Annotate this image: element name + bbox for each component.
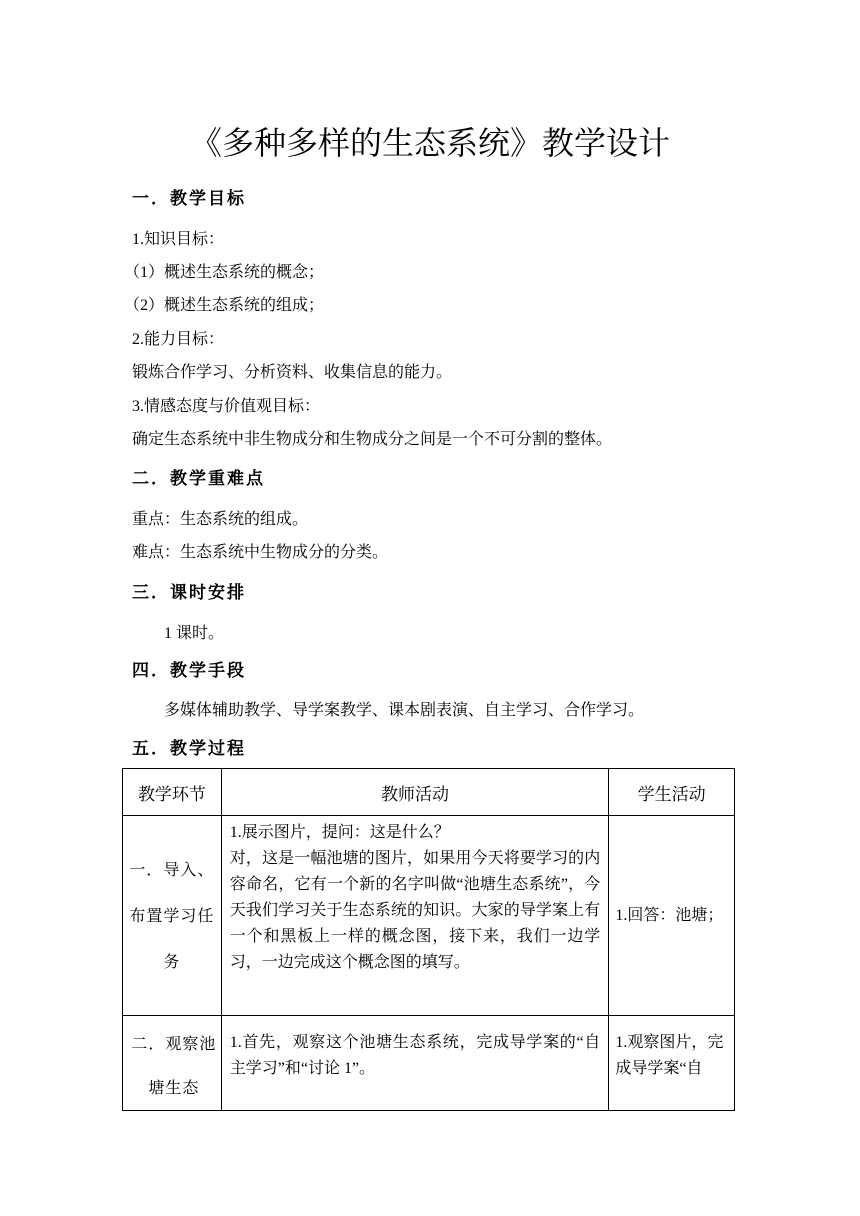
column-header: 教师活动 <box>221 769 609 816</box>
table-row <box>123 1016 735 1111</box>
student-activity-cell: 1.回答：池塘； <box>609 816 735 1016</box>
section-heading-process: 五．教学过程 <box>132 739 246 759</box>
text-line: 1 课时。 <box>164 625 225 642</box>
text-line: 3.情感态度与价值观目标： <box>132 398 321 415</box>
text-line: （2）概述生态系统的组成； <box>124 297 325 314</box>
section-heading-objectives: 一．教学目标 <box>132 189 246 209</box>
text-line: 难点：生态系统中生物成分的分类。 <box>132 544 389 561</box>
teacher-activity-cell <box>221 1016 609 1111</box>
section-heading-schedule: 三．课时安排 <box>132 583 246 603</box>
section-heading-methods: 四．教学手段 <box>132 661 246 681</box>
text-line: 多媒体辅助教学、导学案教学、课本剧表演、自主学习、合作学习。 <box>164 702 645 719</box>
teaching-process-table <box>122 768 735 1111</box>
stage-cell: 二．观察池塘生态 <box>123 1016 222 1111</box>
table-row <box>123 816 735 1016</box>
table-header-row <box>123 769 735 816</box>
document-title: 《多种多样的生态系统》教学设计 <box>189 124 670 162</box>
column-header: 教学环节 <box>123 769 222 816</box>
teacher-activity-text: 对，这是一幅池塘的图片，如果用今天将要学习的内容命名，它有一个新的名字叫做“池塘生态系统”，今天我们学习关于生态系统的知识。大家的导学案上有一个和黑板上一样的概念图，接下来，我们一边学习，一边完成这个概念图的填写。 <box>229 850 601 971</box>
section-heading-key-points: 二．教学重难点 <box>132 469 265 489</box>
teacher-activity-text: 1.首先，观察这个池塘生态系统，完成导学案的“自主学习”和“讨论 1”。 <box>229 1034 601 1077</box>
teacher-activity-text: 1.展示图片，提问：这是什么？ <box>229 824 450 841</box>
text-line: （1）概述生态系统的概念； <box>124 264 325 281</box>
text-line: 2.能力目标： <box>132 331 225 348</box>
column-header: 学生活动 <box>609 769 735 816</box>
student-activity-cell: 1.观察图片，完成导学案“自 <box>609 1016 735 1111</box>
text-line: 1.知识目标： <box>132 231 225 248</box>
text-line: 重点：生态系统的组成。 <box>132 511 309 528</box>
stage-cell: 一．导入、布置学习任务 <box>123 816 222 1016</box>
teacher-activity-cell <box>221 816 609 1016</box>
text-line: 锻炼合作学习、分析资料、收集信息的能力。 <box>132 364 453 381</box>
text-line: 确定生态系统中非生物成分和生物成分之间是一个不可分割的整体。 <box>132 431 613 448</box>
